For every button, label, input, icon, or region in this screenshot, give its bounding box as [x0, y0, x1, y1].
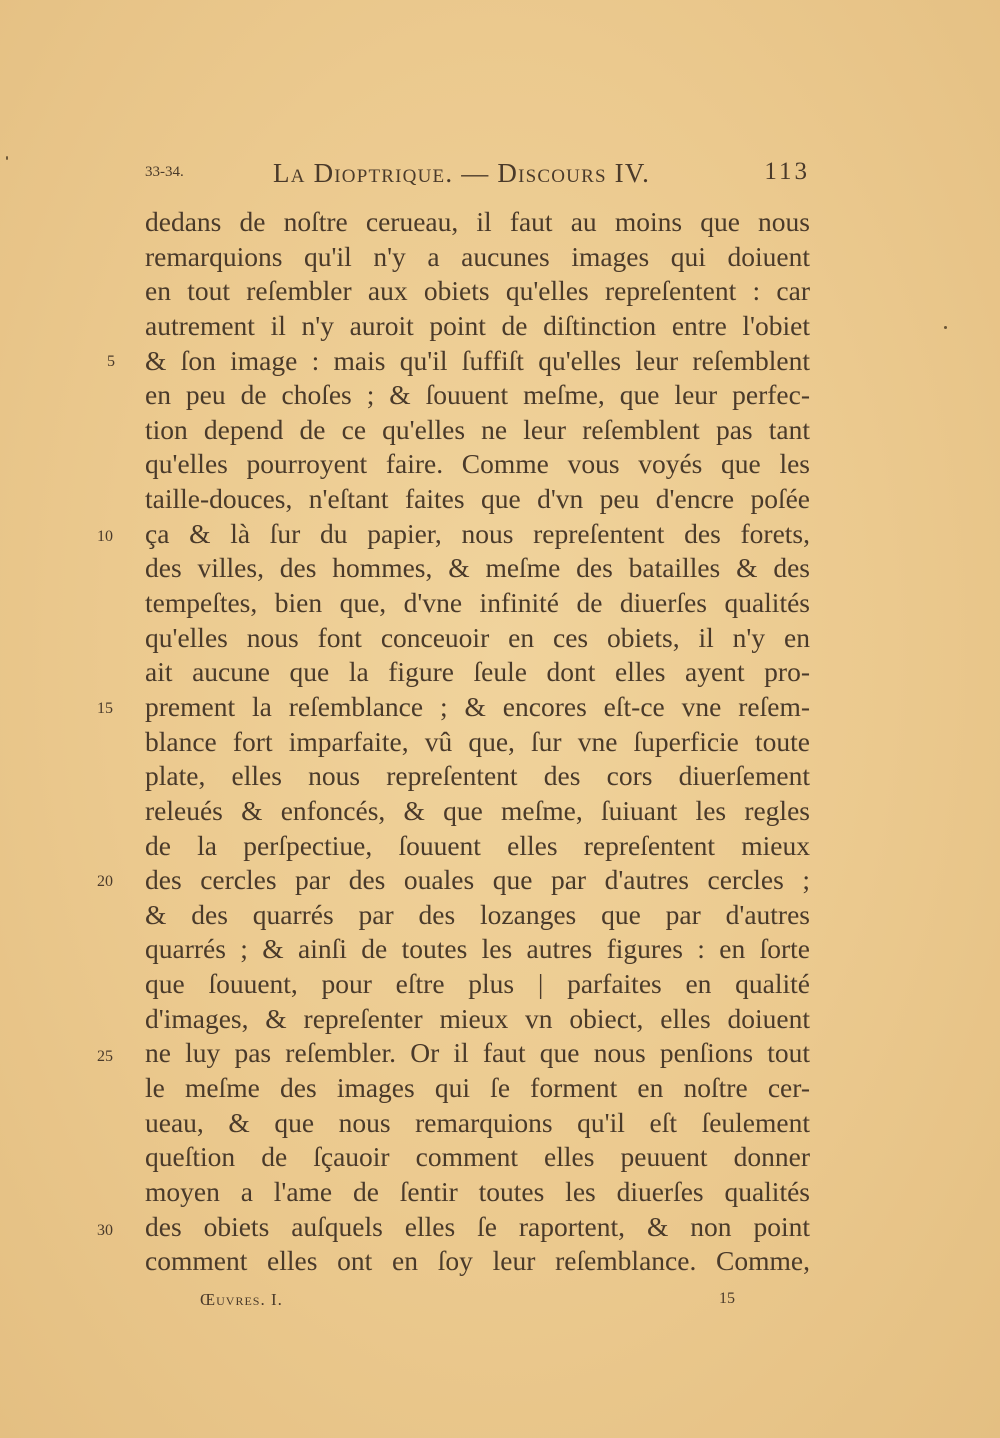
text-line: en peu de choſes ; & ſouuent meſme, que leur perfec-	[145, 379, 810, 411]
body-text	[145, 205, 810, 1279]
header-title: La Dioptrique. — Discours IV.	[273, 158, 651, 188]
text-line: en tout reſembler aux obiets qu'elles repreſentent : car	[145, 275, 810, 307]
paper-speck	[944, 326, 947, 329]
text-line: des cercles par des ouales que par d'autres cercles ;	[145, 864, 810, 896]
running-header	[145, 160, 810, 192]
text-line: queſtion de ſçauoir comment elles peuuent donner	[145, 1141, 810, 1173]
text-line: quarrés ; & ainſi de toutes les autres figures : en ſorte	[145, 933, 810, 965]
text-line: d'images, & repreſenter mieux vn obiect, elles doiuent	[145, 1002, 810, 1034]
footer-sheet-number: 15	[719, 1290, 735, 1307]
text-line: autrement il n'y auroit point de diſtinction entre l'obiet	[145, 309, 810, 341]
line-number: 10	[97, 528, 113, 545]
footer-signature: Œuvres. I.	[200, 1290, 283, 1309]
text-line: des obiets auſquels elles ſe raportent, & non point	[145, 1210, 810, 1242]
text-line: de la perſpectiue, ſouuent elles repreſentent mieux	[145, 829, 810, 861]
text-line: tion depend de ce qu'elles ne leur reſemblent pas tant	[145, 413, 810, 445]
text-line: qu'elles pourroyent faire. Comme vous voyés que les	[145, 448, 810, 480]
text-line: ueau, & que nous remarquions qu'il eſt ſeulement	[145, 1106, 810, 1138]
text-line: ne luy pas reſembler. Or il faut que nous penſions tout	[145, 1037, 810, 1069]
line-number: 5	[107, 353, 115, 370]
text-line: le meſme des images qui ſe forment en noſtre cer-	[145, 1072, 810, 1104]
text-line: comment elles ont en ſoy leur reſemblance. Comme,	[145, 1245, 810, 1277]
text-line: dedans de noſtre cerueau, il faut au moins que nous	[145, 206, 810, 237]
text-line: blance fort imparfaite, vû que, ſur vne ſuperficie toute	[145, 725, 810, 757]
text-line: taille-douces, n'eſtant faites que d'vn peu d'encre poſée	[145, 483, 810, 515]
text-line: releués & enfoncés, & que meſme, ſuiuant les regles	[145, 794, 810, 826]
page-footer	[200, 1290, 760, 1314]
text-line: tempeſtes, bien que, d'vne infinité de diuerſes qualités	[145, 587, 810, 619]
text-line: ça & là ſur du papier, nous repreſentent des forets,	[145, 517, 810, 549]
line-number: 25	[97, 1048, 113, 1065]
text-line: plate, elles nous repreſentent des cors diuerſement	[145, 760, 810, 792]
line-number: 20	[97, 873, 113, 890]
text-line: remarquions qu'il n'y a aucunes images qui doiuent	[145, 240, 810, 272]
text-line: prement la reſemblance ; & encores eſt-ce vne reſem-	[145, 690, 810, 722]
paper-speck	[6, 156, 8, 160]
text-line: des villes, des hommes, & meſme des batailles & des	[145, 552, 810, 584]
line-number: 30	[97, 1222, 113, 1239]
header-page-number: 113	[764, 158, 810, 185]
header-page-range: 33-34.	[145, 164, 184, 180]
text-line: qu'elles nous font conceuoir en ces obiets, il n'y en	[145, 621, 810, 653]
text-line: ait aucune que la figure ſeule dont elles ayent pro-	[145, 656, 810, 688]
line-number: 15	[97, 700, 113, 717]
text-line: moyen a l'ame de ſentir toutes les diuerſes qualités	[145, 1175, 810, 1207]
text-line: & ſon image : mais qu'il ſuffiſt qu'elles leur reſemblent	[145, 344, 810, 376]
text-line: & des quarrés par des lozanges que par d'autres	[145, 898, 810, 930]
text-line: que ſouuent, pour eſtre plus | parfaites en qualité	[145, 968, 810, 1000]
